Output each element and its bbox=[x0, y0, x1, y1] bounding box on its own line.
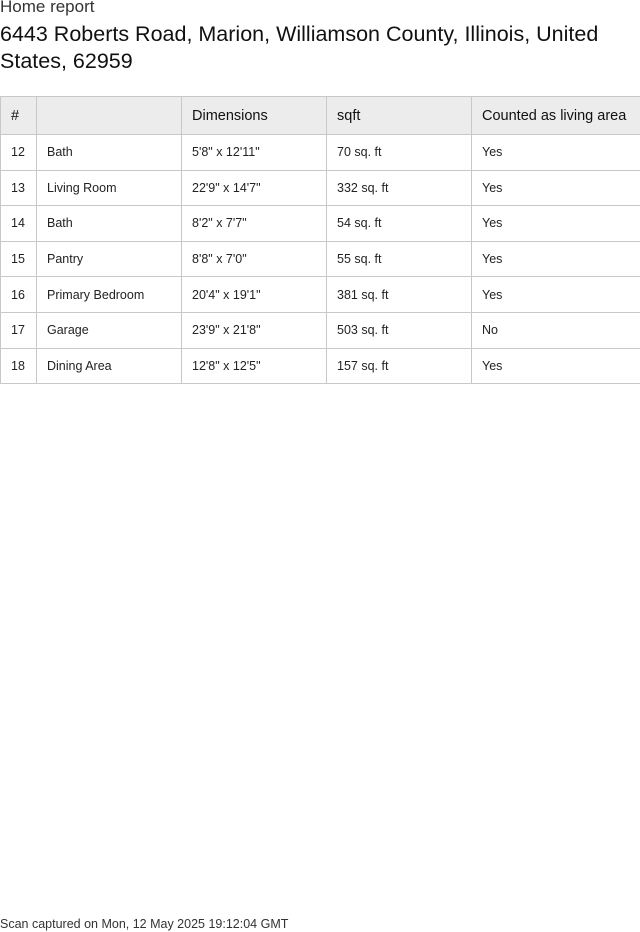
column-header-dimensions: Dimensions bbox=[182, 97, 327, 135]
cell-sqft: 157 sq. ft bbox=[327, 348, 472, 384]
cell-number: 18 bbox=[1, 348, 37, 384]
cell-dimensions: 5'8" x 12'11" bbox=[182, 135, 327, 171]
cell-dimensions: 12'8" x 12'5" bbox=[182, 348, 327, 384]
cell-number: 14 bbox=[1, 206, 37, 242]
column-header-room bbox=[37, 97, 182, 135]
cell-sqft: 503 sq. ft bbox=[327, 312, 472, 348]
cell-sqft: 54 sq. ft bbox=[327, 206, 472, 242]
cell-number: 17 bbox=[1, 312, 37, 348]
table-row bbox=[1, 135, 640, 171]
cell-living-area: Yes bbox=[472, 348, 640, 384]
column-header-number: # bbox=[1, 97, 37, 135]
cell-living-area: Yes bbox=[472, 277, 640, 313]
cell-sqft: 55 sq. ft bbox=[327, 241, 472, 277]
cell-living-area: Yes bbox=[472, 170, 640, 206]
table-row bbox=[1, 277, 640, 313]
cell-room: Bath bbox=[37, 206, 182, 242]
cell-number: 12 bbox=[1, 135, 37, 171]
cell-number: 15 bbox=[1, 241, 37, 277]
cell-number: 16 bbox=[1, 277, 37, 313]
cell-dimensions: 22'9" x 14'7" bbox=[182, 170, 327, 206]
column-header-sqft: sqft bbox=[327, 97, 472, 135]
cell-sqft: 381 sq. ft bbox=[327, 277, 472, 313]
cell-dimensions: 8'2" x 7'7" bbox=[182, 206, 327, 242]
report-subtitle: Home report bbox=[0, 0, 95, 16]
cell-dimensions: 20'4" x 19'1" bbox=[182, 277, 327, 313]
cell-room: Primary Bedroom bbox=[37, 277, 182, 313]
table-row bbox=[1, 348, 640, 384]
cell-room: Pantry bbox=[37, 241, 182, 277]
cell-living-area: Yes bbox=[472, 206, 640, 242]
cell-number: 13 bbox=[1, 170, 37, 206]
cell-room: Living Room bbox=[37, 170, 182, 206]
cell-dimensions: 8'8" x 7'0" bbox=[182, 241, 327, 277]
rooms-table bbox=[0, 96, 640, 384]
table-row bbox=[1, 241, 640, 277]
column-header-living-area: Counted as living area bbox=[472, 97, 640, 135]
cell-dimensions: 23'9" x 21'8" bbox=[182, 312, 327, 348]
cell-sqft: 332 sq. ft bbox=[327, 170, 472, 206]
scan-timestamp: Scan captured on Mon, 12 May 2025 19:12:04 GMT bbox=[0, 917, 289, 931]
cell-living-area: Yes bbox=[472, 135, 640, 171]
cell-room: Bath bbox=[37, 135, 182, 171]
cell-room: Garage bbox=[37, 312, 182, 348]
page-title: 6443 Roberts Road, Marion, Williamson County, Illinois, United States, 62959 bbox=[0, 22, 599, 73]
table-row bbox=[1, 312, 640, 348]
table-row bbox=[1, 206, 640, 242]
cell-room: Dining Area bbox=[37, 348, 182, 384]
table-header-row bbox=[1, 97, 640, 135]
cell-living-area: Yes bbox=[472, 241, 640, 277]
cell-living-area: No bbox=[472, 312, 640, 348]
table-row bbox=[1, 170, 640, 206]
cell-sqft: 70 sq. ft bbox=[327, 135, 472, 171]
